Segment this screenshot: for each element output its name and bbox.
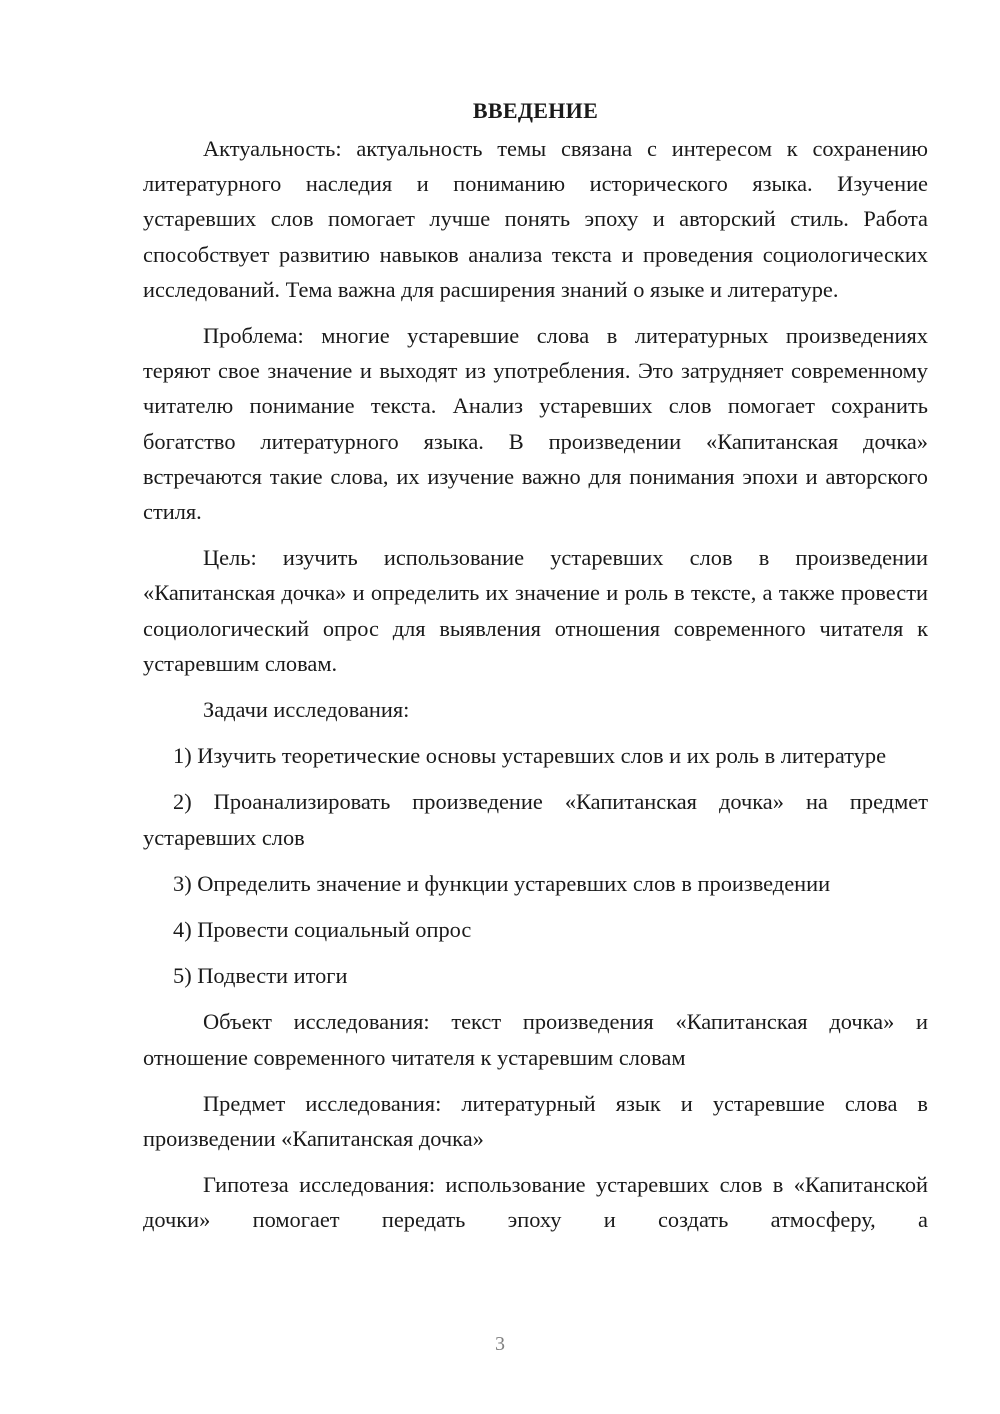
paragraph-object: Объект исследования: текст произведения «Капитанская дочка» и отношение современного читателя к устаревшим словам [143, 1009, 928, 1070]
page-number: 3 [495, 1333, 505, 1355]
task-item-1: 1) Изучить теоретические основы устаревших слов и их роль в литературе [173, 743, 887, 769]
paragraph-subject: Предмет исследования: литературный язык и устаревшие слова в произведении «Капитанская дочка» [143, 1090, 928, 1152]
task-item-3: 3) Определить значение и функции устаревших слов в произведении [173, 870, 831, 896]
paragraph-hypothesis: Гипотеза исследования: использование устаревших слов в «Капитанской дочки» помогает передать эпоху и создать атмосферу, а [143, 1172, 928, 1233]
paragraph-problem: Проблема: многие устаревшие слова в литературных произведениях теряют свое значение и выходят из употребления. Это затрудняет современному читателю понимание текста. Анализ устаревших слов помогает сохранить богатство литературного языка. В произведении «Капитанская дочка» встречаются такие слова, их изучение важно для понимания эпохи и авторского стиля. [143, 323, 928, 525]
paragraph-relevance: Актуальность: актуальность темы связана с интересом к сохранению литературного наследия и пониманию исторического языка. Изучение устаревших слов помогает лучше понять эпоху и авторский стиль. Работа способствует развитию навыков анализа текста и проведения социологических исследований. Тема важна для расширения знаний о языке и литературе. [143, 136, 928, 302]
section-heading: ВВЕДЕНИЕ [472, 98, 599, 123]
task-item-5: 5) Подвести итоги [173, 963, 348, 989]
tasks-title: Задачи исследования: [203, 697, 410, 723]
task-item-2: 2) Проанализировать произведение «Капитанская дочка» на предмет устаревших слов [143, 789, 928, 850]
document-page [143, 96, 928, 1249]
task-item-4: 4) Провести социальный опрос [173, 917, 472, 943]
paragraph-goal: Цель: изучить использование устаревших слов в произведении «Капитанская дочка» и определить их значение и роль в тексте, а также провести социологический опрос для выявления отношения современного читателя к устаревшим словам. [143, 545, 928, 676]
